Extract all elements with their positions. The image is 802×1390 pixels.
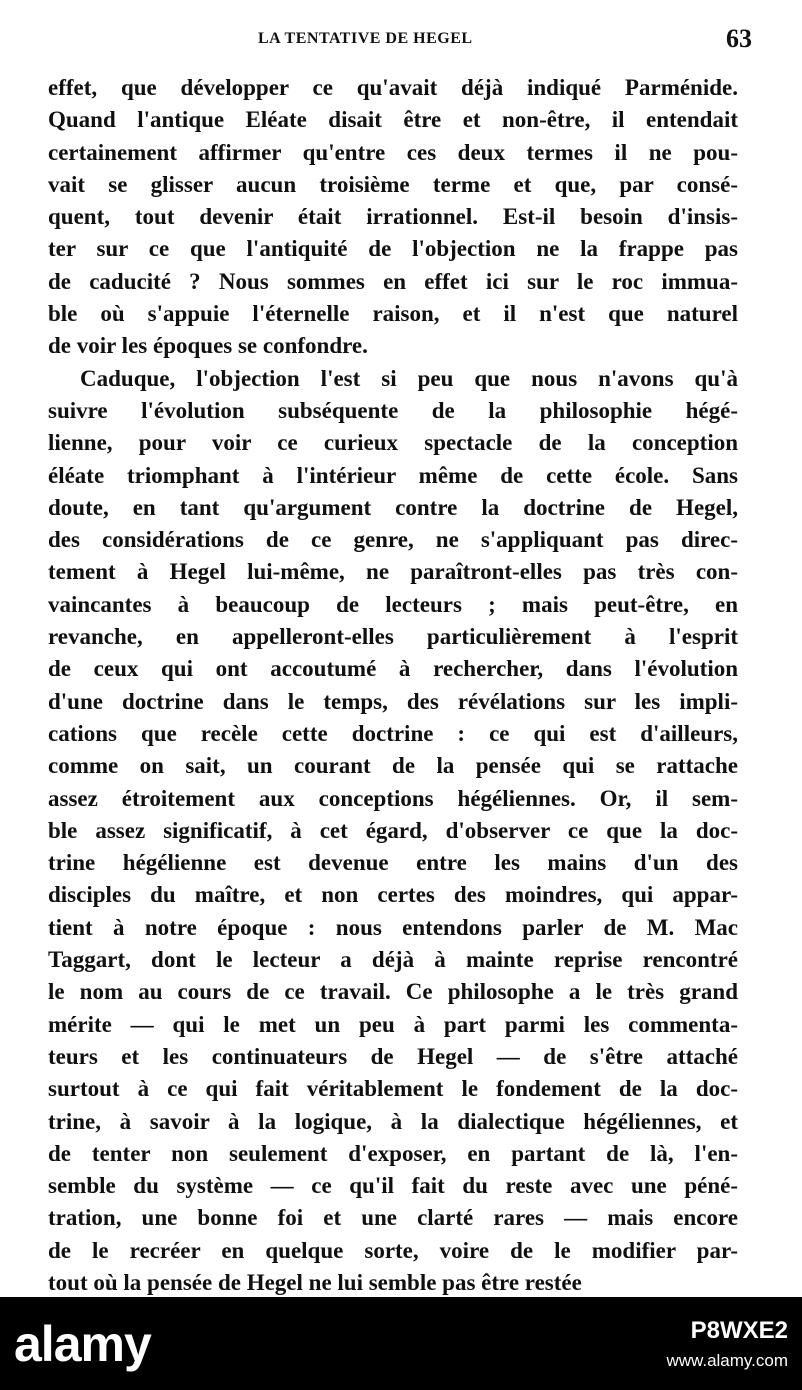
- text-line: ble où s'appuie l'éternelle raison, et il n'est que naturel: [48, 301, 738, 327]
- text-line: de le recréer en quelque sorte, voire de le modifier par-: [48, 1237, 738, 1263]
- text-line: revanche, en appelleront-elles particulièrement à l'esprit: [48, 624, 738, 650]
- text-line: ter sur ce que l'antiquité de l'objection ne la frappe pas: [48, 236, 738, 262]
- text-line: ble assez significatif, à cet égard, d'observer ce que la doc-: [48, 817, 738, 843]
- text-line: quent, tout devenir était irrationnel. Est-il besoin d'insis-: [48, 204, 738, 230]
- text-line: assez étroitement aux conceptions hégéliennes. Or, il sem-: [48, 785, 738, 811]
- text-line: lienne, pour voir ce curieux spectacle de la conception: [48, 430, 738, 456]
- text-line: d'une doctrine dans le temps, des révélations sur les impli-: [48, 688, 738, 714]
- paragraph: [48, 363, 738, 1300]
- text-line: semble du système — ce qu'il fait du reste avec une péné-: [48, 1173, 738, 1199]
- text-line: le nom au cours de ce travail. Ce philosophe a le très grand: [48, 979, 738, 1005]
- text-line: disciples du maître, et non certes des moindres, qui appar-: [48, 882, 738, 908]
- text-line: vaincantes à beaucoup de lecteurs ; mais peut-être, en: [48, 591, 738, 617]
- text-line: de caducité ? Nous sommes en effet ici sur le roc immua-: [48, 268, 738, 294]
- text-line: de ceux qui ont accoutumé à rechercher, dans l'évolution: [48, 656, 738, 682]
- text-line: certainement affirmer qu'entre ces deux termes il ne pou-: [48, 139, 738, 165]
- text-line: mérite — qui le met un peu à part parmi les commenta-: [48, 1011, 738, 1037]
- text-line: suivre l'évolution subséquente de la philosophie hégé-: [48, 397, 738, 423]
- image-id: P8WXE2: [690, 1317, 788, 1344]
- text-line: Quand l'antique Eléate disait être et non-être, il entendait: [48, 107, 738, 133]
- text-line: cations que recèle cette doctrine : ce qui est d'ailleurs,: [48, 720, 738, 746]
- text-line: doute, en tant qu'argument contre la doctrine de Hegel,: [48, 494, 738, 520]
- body-text: [48, 72, 738, 1299]
- text-line: comme on sait, un courant de la pensée qui se rattache: [48, 753, 738, 779]
- text-line: vait se glisser aucun troisième terme et que, par consé-: [48, 171, 738, 197]
- text-line: tient à notre époque : nous entendons parler de M. Mac: [48, 914, 738, 940]
- text-line: Taggart, dont le lecteur a déjà à mainte reprise rencontré: [48, 947, 738, 973]
- text-line: trine hégélienne est devenue entre les mains d'un des: [48, 850, 738, 876]
- running-head: [40, 20, 752, 60]
- running-title: LA TENTATIVE DE HEGEL: [258, 30, 473, 47]
- footer-url: www.alamy.com: [666, 1351, 788, 1370]
- text-line: Caduque, l'objection l'est si peu que nous n'avons qu'à: [80, 365, 738, 391]
- text-line: teurs et les continuateurs de Hegel — de s'être attaché: [48, 1043, 738, 1069]
- text-line: surtout à ce qui fait véritablement le fondement de la doc-: [48, 1076, 738, 1102]
- alamy-logo: alamy: [14, 1316, 151, 1372]
- text-line: tout où la pensée de Hegel ne lui semble pas être restée: [48, 1269, 582, 1295]
- watermark-banner: [0, 1297, 802, 1390]
- page-number: 63: [726, 24, 752, 53]
- text-line: de voir les époques se confondre.: [48, 333, 368, 359]
- text-line: effet, que développer ce qu'avait déjà indiqué Parménide.: [48, 75, 738, 100]
- paragraph: [48, 72, 738, 363]
- text-line: tement à Hegel lui-même, ne paraîtront-elles pas très con-: [48, 559, 738, 585]
- text-line: de tenter non seulement d'exposer, en partant de là, l'en-: [48, 1140, 738, 1166]
- text-line: des considérations de ce genre, ne s'appliquant pas direc-: [48, 527, 738, 553]
- text-line: tration, une bonne foi et une clarté rares — mais encore: [48, 1205, 738, 1231]
- text-line: trine, à savoir à la logique, à la dialectique hégéliennes, et: [48, 1108, 738, 1134]
- text-line: éléate triomphant à l'intérieur même de cette école. Sans: [48, 462, 738, 488]
